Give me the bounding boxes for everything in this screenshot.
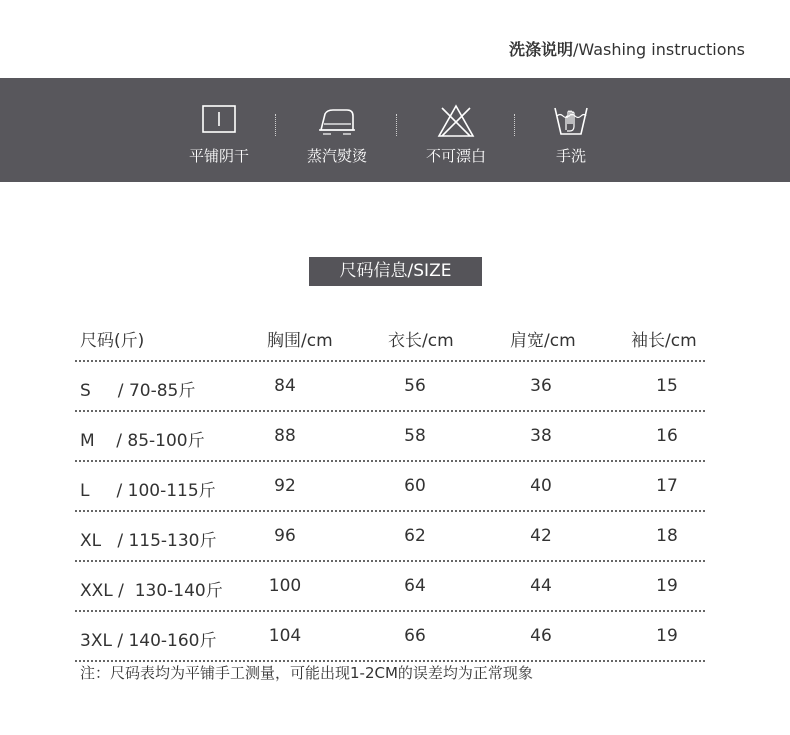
length-cell: 58 [404, 426, 426, 446]
chest-cell: 88 [274, 426, 296, 446]
measurement-note: 注：尺码表均为平铺手工测量，可能出现1-2CM的误差均为正常现象 [80, 664, 533, 682]
shoulder-cell: 44 [530, 576, 552, 596]
sleeve-cell: 18 [656, 526, 678, 546]
length-cell: 66 [404, 626, 426, 646]
shoulder-cell: 46 [530, 626, 552, 646]
table-header-row: 尺码(斤) 胸围/cm 衣长/cm 肩宽/cm 袖长/cm [75, 312, 705, 362]
length-cell: 60 [404, 476, 426, 496]
washing-instructions-title [509, 37, 745, 60]
care-divider [275, 114, 276, 136]
chest-cell: 96 [274, 526, 296, 546]
chest-cell: 84 [274, 376, 296, 396]
care-item-hand-wash [511, 78, 631, 182]
hand-wash-icon [552, 104, 590, 136]
size-cell: XL / 115-130斤 [80, 531, 217, 551]
size-table [75, 312, 705, 662]
flat-dry-icon [201, 104, 237, 134]
length-cell: 64 [404, 576, 426, 596]
care-label: 平铺阴干 [188, 147, 249, 165]
care-item-steam-iron [277, 78, 397, 182]
steam-iron-icon [315, 104, 359, 136]
size-cell: S / 70-85斤 [80, 381, 196, 401]
sleeve-cell: 17 [656, 476, 678, 496]
care-item-flat-dry [159, 78, 279, 182]
chest-cell: 104 [268, 626, 302, 646]
table-row [75, 562, 705, 612]
size-info-badge: 尺码信息/SIZE [309, 257, 482, 286]
length-cell: 62 [404, 526, 426, 546]
shoulder-cell: 40 [530, 476, 552, 496]
care-label: 手洗 [555, 147, 586, 165]
chest-cell: 92 [274, 476, 296, 496]
length-cell: 56 [404, 376, 426, 396]
care-label: 不可漂白 [425, 147, 486, 165]
no-bleach-icon [436, 104, 476, 138]
shoulder-cell: 42 [530, 526, 552, 546]
size-cell: XXL / 130-140斤 [80, 581, 223, 601]
size-cell: L / 100-115斤 [80, 481, 216, 501]
table-row [75, 462, 705, 512]
sleeve-cell: 19 [656, 576, 678, 596]
size-cell: M / 85-100斤 [80, 431, 205, 451]
sleeve-cell: 15 [656, 376, 678, 396]
table-row [75, 412, 705, 462]
size-cell: 3XL / 140-160斤 [80, 631, 217, 651]
table-row [75, 612, 705, 662]
washing-title-cn: 洗涤说明 [508, 40, 573, 59]
care-label: 蒸汽熨烫 [306, 147, 367, 165]
table-row [75, 512, 705, 562]
chest-cell: 100 [268, 576, 302, 596]
washing-title-en: /Washing instructions [573, 40, 745, 59]
care-instructions-band [0, 78, 790, 182]
sleeve-cell: 19 [656, 626, 678, 646]
shoulder-cell: 38 [530, 426, 552, 446]
table-row [75, 362, 705, 412]
care-item-no-bleach [396, 78, 516, 182]
shoulder-cell: 36 [530, 376, 552, 396]
header-size: 尺码(斤) [80, 331, 145, 351]
sleeve-cell: 16 [656, 426, 678, 446]
